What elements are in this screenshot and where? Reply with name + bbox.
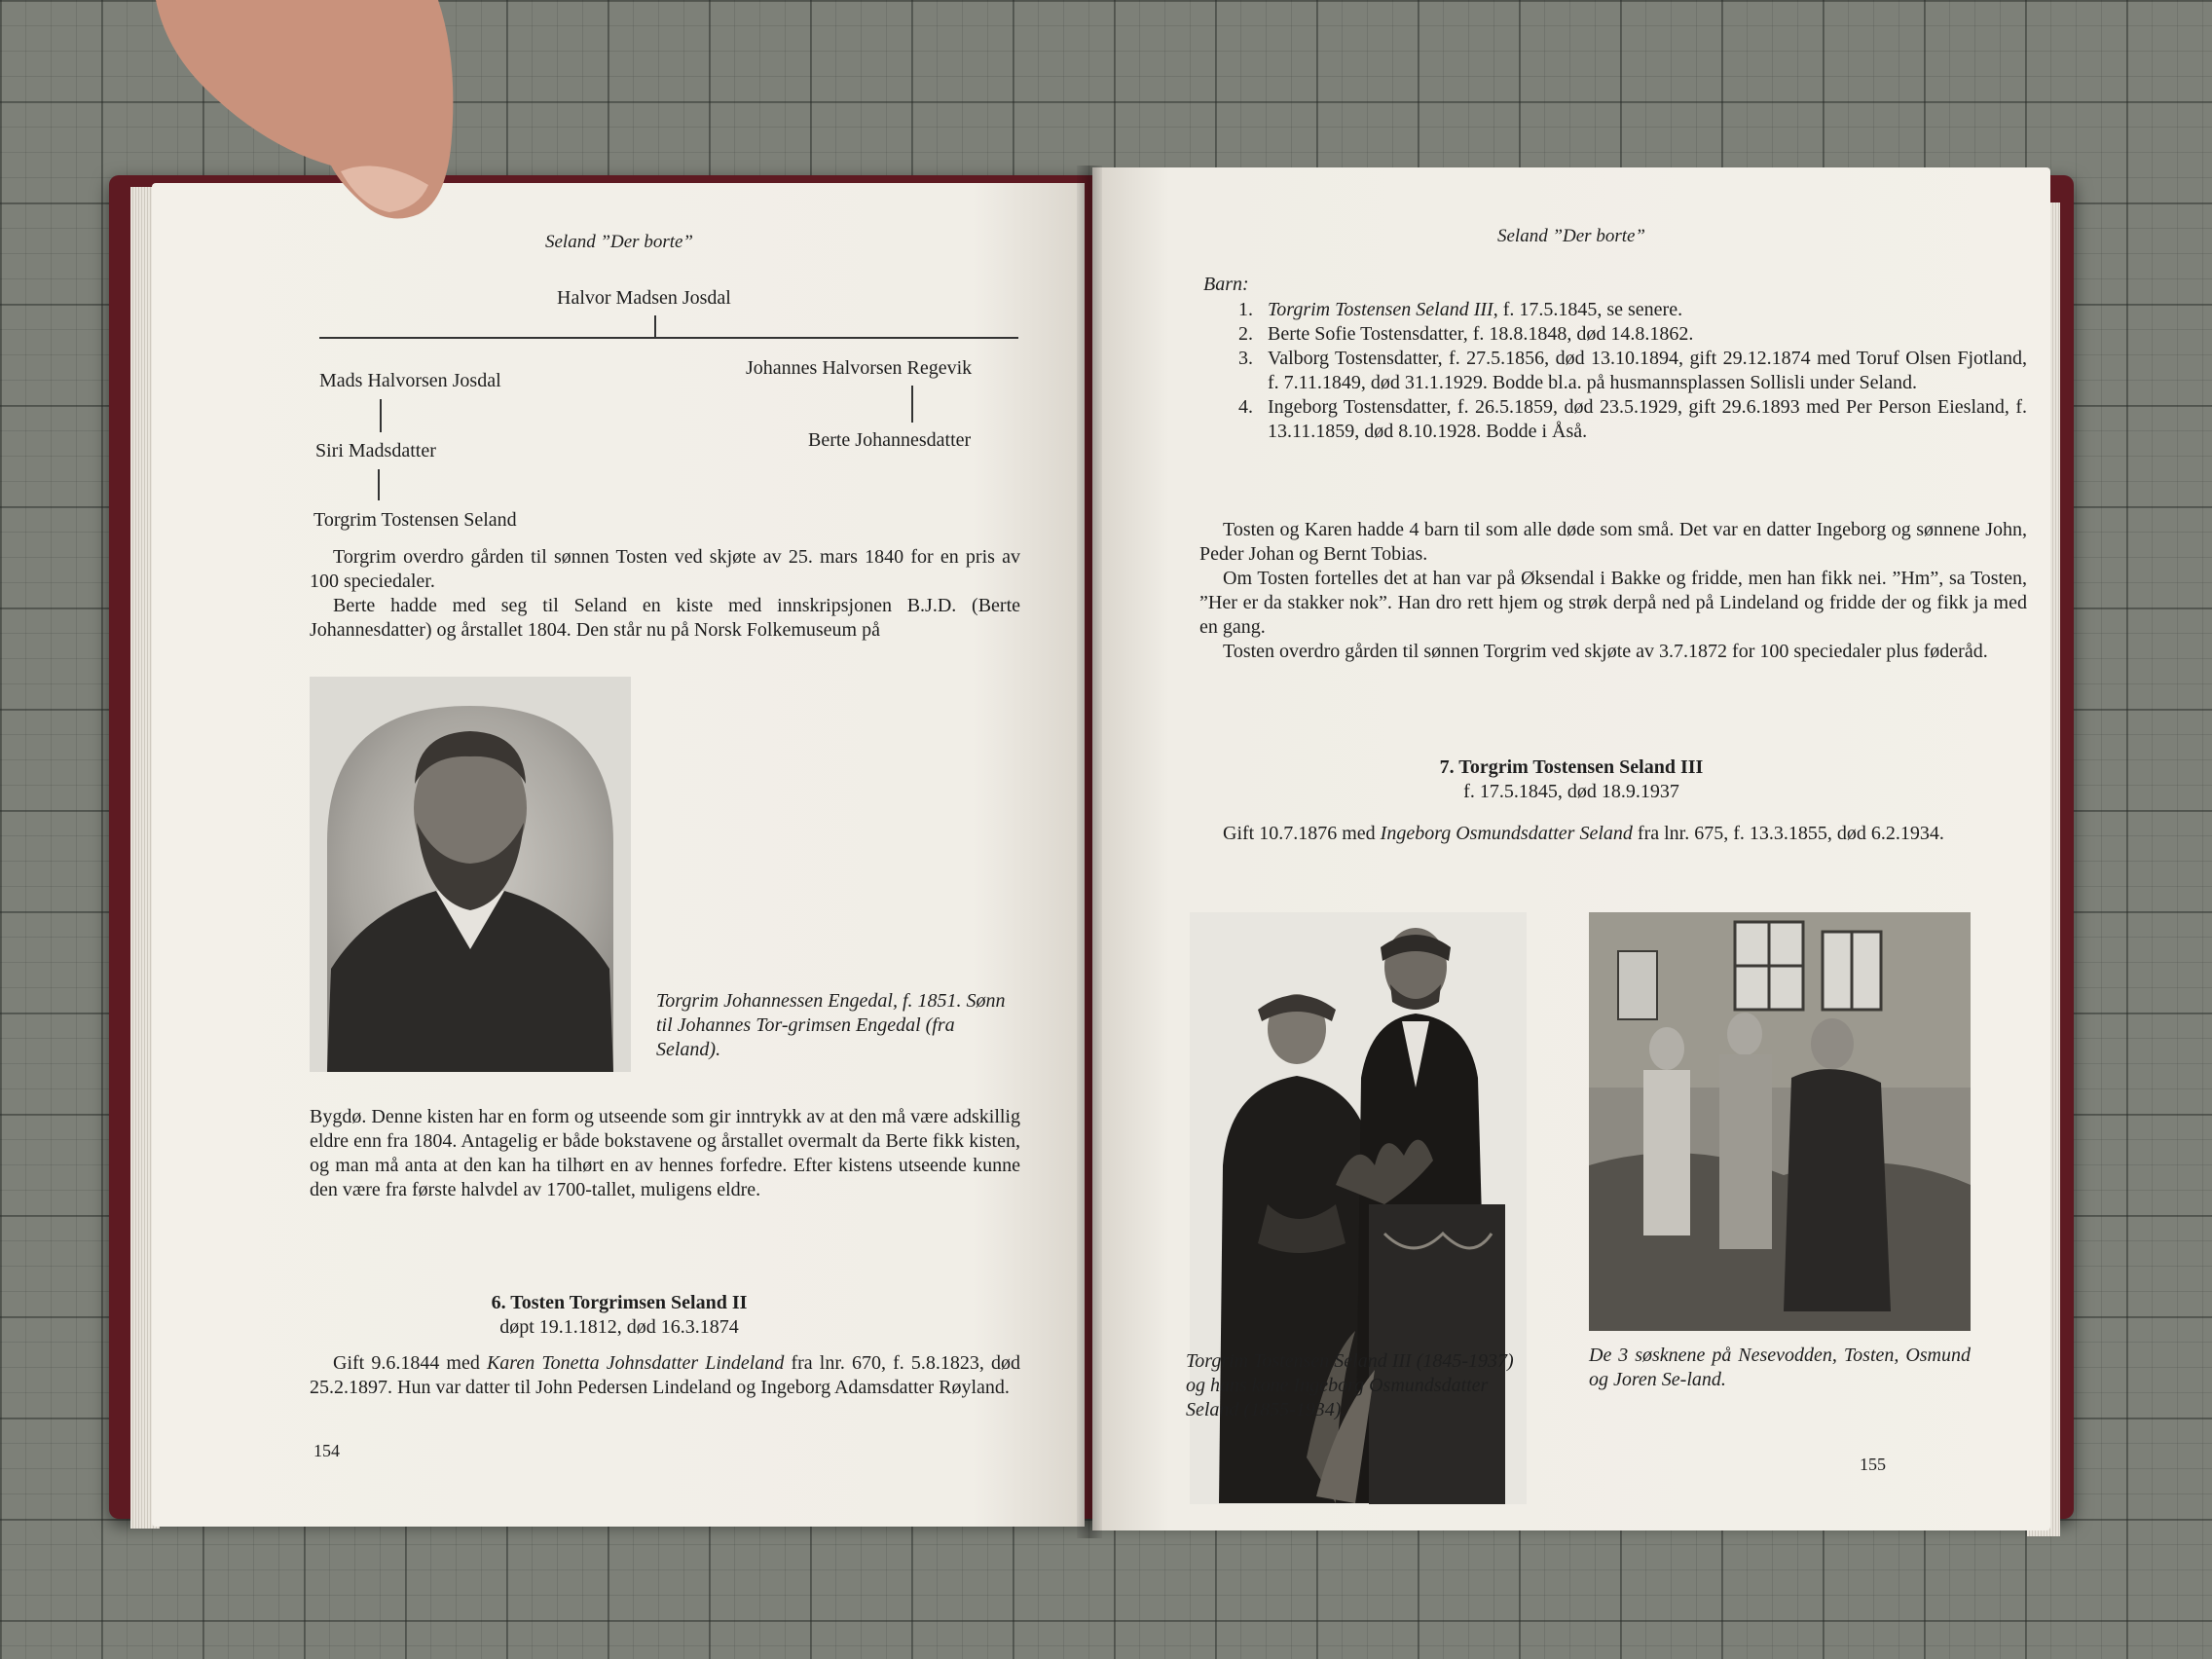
running-head-right: Seland ”Der borte”: [1497, 226, 1645, 246]
child-details: Ingeborg Tostensdatter, f. 26.5.1859, død 23.5.1929, gift 29.6.1893 med Per Person Eiesland, f. 13.11.1859, død 8.10.1928. Bodde i Åså.: [1268, 396, 2027, 442]
tree-connector: [319, 337, 1018, 339]
right-page: [1092, 167, 2050, 1530]
tree-node: Torgrim Tostensen Seland: [313, 509, 517, 531]
section-dates: f. 17.5.1845, død 18.9.1937: [1463, 781, 1679, 802]
book-spine: [1077, 166, 1102, 1538]
tree-node: Mads Halvorsen Josdal: [319, 370, 501, 391]
siblings-image: [1589, 912, 1971, 1331]
children-list: [1238, 298, 2027, 444]
paragraph-text: fra lnr. 675, f. 13.3.1855, død 6.2.1934.: [1632, 823, 1944, 844]
list-number: 1.: [1238, 299, 1253, 320]
portrait-image: [310, 677, 631, 1072]
left-page: [152, 183, 1085, 1527]
tree-connector: [378, 469, 380, 500]
paragraph-text: Gift 10.7.1876 med: [1223, 823, 1381, 844]
running-head-left: Seland ”Der borte”: [545, 232, 693, 252]
paragraph: Bygdø. Denne kisten har en form og utseende som gir inntrykk av at den må være adskillig eldre enn fra 1804. Antagelig er både bokstavene og årstallet overmalt da Berte fikk kisten, og man må anta at den kan ha tilhørt en av hennes forfedre. Efter kistens utseende kunne den være fra første halvdel av 1700-tallet, muligens eldre.: [310, 1106, 1020, 1200]
section-heading: [152, 1291, 1085, 1340]
list-number: 4.: [1238, 396, 1253, 418]
tree-connector: [654, 315, 656, 339]
section-title: [1092, 756, 2050, 780]
paragraph-text: Tosten overdro gården til sønnen Torgrim ved skjøte av 3.7.1872 for 100 speciedaler plus føderåd.: [1223, 641, 1988, 662]
photo-caption-right: De 3 søsknene på Nesevodden, Tosten, Osmund og Joren Se-land.: [1589, 1345, 1971, 1390]
section-title-text: 6. Tosten Torgrimsen Seland II: [491, 1292, 748, 1313]
paragraph-text: Torgrim overdro gården til sønnen Tosten ved skjøte av 25. mars 1840 for en pris av 100 speciedaler.: [310, 546, 1020, 592]
photo-caption-left: Torgrim Tostensen Seland III (1845-1937) og hans kone Ingeborg Osmundsdatter Seland (1855-1934).: [1186, 1350, 1514, 1420]
list-item: [1238, 322, 2027, 347]
list-number: 3.: [1238, 348, 1253, 369]
tree-root: Halvor Madsen Josdal: [557, 287, 731, 309]
list-item: [1238, 395, 2027, 444]
children-label: Barn:: [1203, 274, 1249, 295]
list-item: [1238, 298, 2027, 322]
tree-node: Berte Johannesdatter: [808, 429, 972, 451]
section-dates: døpt 19.1.1812, død 16.3.1874: [499, 1316, 739, 1338]
page-number: 155: [1860, 1455, 1886, 1474]
child-details: Valborg Tostensdatter, f. 27.5.1856, død 13.10.1894, gift 29.12.1874 med Toruf Olsen Fjotland, f. 7.11.1849, død 31.1.1929. Bodde bl.a. på husmannsplassen Sollisli under Seland.: [1268, 348, 2027, 393]
spouse-name: Karen Tonetta Johnsdatter Lindeland: [486, 1352, 785, 1374]
portrait-photo: [310, 677, 631, 1072]
paragraph-text: Gift 9.6.1844 med: [333, 1352, 487, 1374]
paragraph-text: Berte hadde med seg til Seland en kiste med innskripsjonen B.J.D. (Berte Johannesdatter) og årstallet 1804. Den står nu på Norsk Folkemuseum på: [310, 595, 1020, 641]
tree-connector: [380, 399, 382, 432]
paragraph-text: Tosten og Karen hadde 4 barn til som alle døde som små. Det var en datter Ingeborg og sønnene John, Peder Johan og Bernt Tobias.: [1199, 519, 2027, 565]
tree-node: Johannes Halvorsen Regevik: [746, 357, 973, 379]
paragraph-text: fra lnr. 670, f. 5.8.1823, død 25.2.1897. Hun var datter til John Pedersen Lindeland og Ingeborg Adamsdatter Røyland.: [310, 1352, 1020, 1398]
list-number: 2.: [1238, 323, 1253, 345]
child-details: , f. 17.5.1845, se senere.: [1493, 299, 1683, 320]
list-item: [1238, 347, 2027, 395]
spouse-name: Ingeborg Osmundsdatter Seland: [1380, 823, 1633, 844]
paragraph-text: Om Tosten fortelles det at han var på Øksendal i Bakke og fridde, men han fikk nei. ”Hm”, sa Tosten, ”Her er da stakker nok”. Han dro rett hjem og strøk derpå ned på Lindeland og fridde der og fikk ja med en gang.: [1199, 568, 2027, 638]
child-details: Berte Sofie Tostensdatter, f. 18.8.1848, død 14.8.1862.: [1268, 323, 1694, 345]
page-number: 154: [313, 1441, 340, 1460]
siblings-photo: [1589, 912, 1971, 1331]
paragraph: [1199, 518, 2027, 664]
thumb: [146, 0, 477, 224]
section-title-text: 7. Torgrim Tostensen Seland III: [1439, 756, 1704, 778]
paragraph: [1199, 822, 2027, 846]
tree-node: Siri Madsdatter: [315, 440, 436, 461]
paragraph: [310, 1351, 1020, 1400]
section-title: [152, 1291, 1085, 1315]
photo-caption: Torgrim Johannessen Engedal, f. 1851. Sønn til Johannes Tor-grimsen Engedal (fra Seland).: [656, 990, 1006, 1060]
tree-connector: [911, 386, 913, 423]
child-name: Torgrim Tostensen Seland III: [1268, 299, 1493, 320]
section-heading: [1092, 756, 2050, 804]
paragraph: [310, 545, 1020, 643]
